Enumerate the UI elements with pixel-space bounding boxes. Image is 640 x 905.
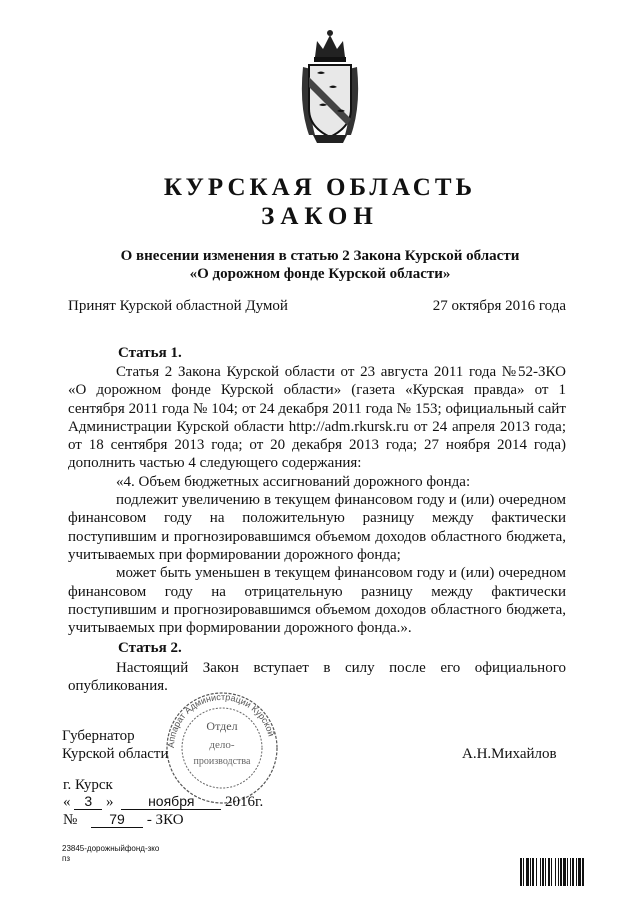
article-1-body	[68, 363, 566, 637]
region-title: КУРСКАЯ ОБЛАСТЬ	[163, 174, 477, 201]
stamp-ring-text: Аппарат Администрации Курской	[165, 691, 277, 749]
coat-of-arms-emblem	[295, 27, 365, 147]
barcode-bar	[578, 858, 581, 886]
date-year: 2016г.	[225, 794, 264, 810]
date-month: ноября	[121, 794, 221, 810]
article-1-paragraph: «4. Объем бюджетных ассигнований дорожного фонда:	[116, 473, 471, 490]
article-2-heading: Статья 2.	[118, 640, 182, 656]
law-number: 79	[91, 812, 143, 828]
adopted-by-label: Принят Курской областной Думой	[68, 298, 288, 314]
office-stamp	[160, 690, 285, 805]
stamp-center-line-1: Отдел	[206, 719, 238, 733]
adopted-date: 27 октября 2016 года	[432, 298, 566, 314]
date-day: 3	[74, 794, 102, 810]
barcode-bar	[532, 858, 534, 886]
stamp-center-line-2: дело-	[209, 739, 235, 751]
law-number-suffix: - ЗКО	[146, 812, 184, 828]
article-2-paragraph: Настоящий Закон вступает в силу после его официального опубликования.	[68, 660, 566, 695]
barcode-bar	[548, 858, 550, 886]
barcode-bar	[542, 858, 544, 886]
article-1-paragraph: подлежит увеличению в текущем финансовом году и (или) очередном финансовом году на положительную разницу между фактически поступившим и прогнозировавшимся объемом доходов областного бюджета, учитываемых при формировании дорожного фонда;	[68, 492, 566, 563]
signer-title-line-1: Губернатор	[62, 728, 135, 744]
barcode-bar	[558, 858, 559, 886]
barcode-bar	[551, 858, 552, 886]
date-close-quote: »	[106, 794, 114, 810]
barcode	[520, 858, 612, 886]
barcode-bar	[520, 858, 522, 886]
law-subtitle	[0, 247, 640, 283]
article-1-heading: Статья 1.	[118, 345, 182, 361]
article-2-body	[68, 659, 566, 696]
signing-city: г. Курск	[63, 777, 113, 793]
barcode-bar	[523, 858, 524, 886]
barcode-bar	[572, 858, 574, 886]
subtitle-line-2: «О дорожном фонде Курской области»	[189, 266, 451, 282]
number-sign: №	[63, 812, 78, 828]
stamp-center-line-3: производства	[193, 756, 251, 767]
barcode-bar	[570, 858, 571, 886]
article-1-paragraph: Статья 2 Закона Курской области от 23 августа 2011 года №52-ЗКО «О дорожном фонде Курской области» (газета «Курская правда» от 1 сентября 2011 года № 104; от 24 декабря 2011 года № 153; официальный сайт Администрации Курской области http://adm.rkursk.ru от 24 апреля 2013 года; от 18 сентября 2013 года; от 20 декабря 2013 года; 27 ноября 2014 года) дополнить частью 4 следующего содержания:	[68, 364, 566, 472]
barcode-bar	[563, 858, 566, 886]
article-1-paragraph: может быть уменьшен в текущем финансовом году и (или) очередном финансовом году на отрицательную разницу между фактически поступившим и прогнозировавшимся объемом доходов областного бюджета, учитываемых при формировании дорожного фонда.».	[68, 565, 566, 637]
date-open-quote: «	[63, 794, 71, 810]
signer-title-line-2: Курской области	[62, 746, 169, 762]
subtitle-line-1: О внесении изменения в статью 2 Закона Курской области	[120, 248, 520, 264]
barcode-bar	[530, 858, 531, 886]
barcode-bar	[540, 858, 541, 886]
barcode-bar	[567, 858, 568, 886]
signing-date	[63, 794, 263, 811]
document-type-title: ЗАКОН	[261, 203, 379, 230]
barcode-bar	[555, 858, 556, 886]
barcode-bar	[582, 858, 584, 886]
barcode-bar	[560, 858, 562, 886]
barcode-bar	[536, 858, 537, 886]
file-reference: 23845-дорожныйфонд-зко	[62, 844, 160, 853]
signer-name: А.Н.Михайлов	[462, 746, 557, 762]
barcode-bar	[526, 858, 529, 886]
barcode-bar	[576, 858, 577, 886]
typist-initials: пз	[62, 854, 70, 863]
barcode-bar	[545, 858, 546, 886]
law-number-line	[63, 812, 184, 829]
